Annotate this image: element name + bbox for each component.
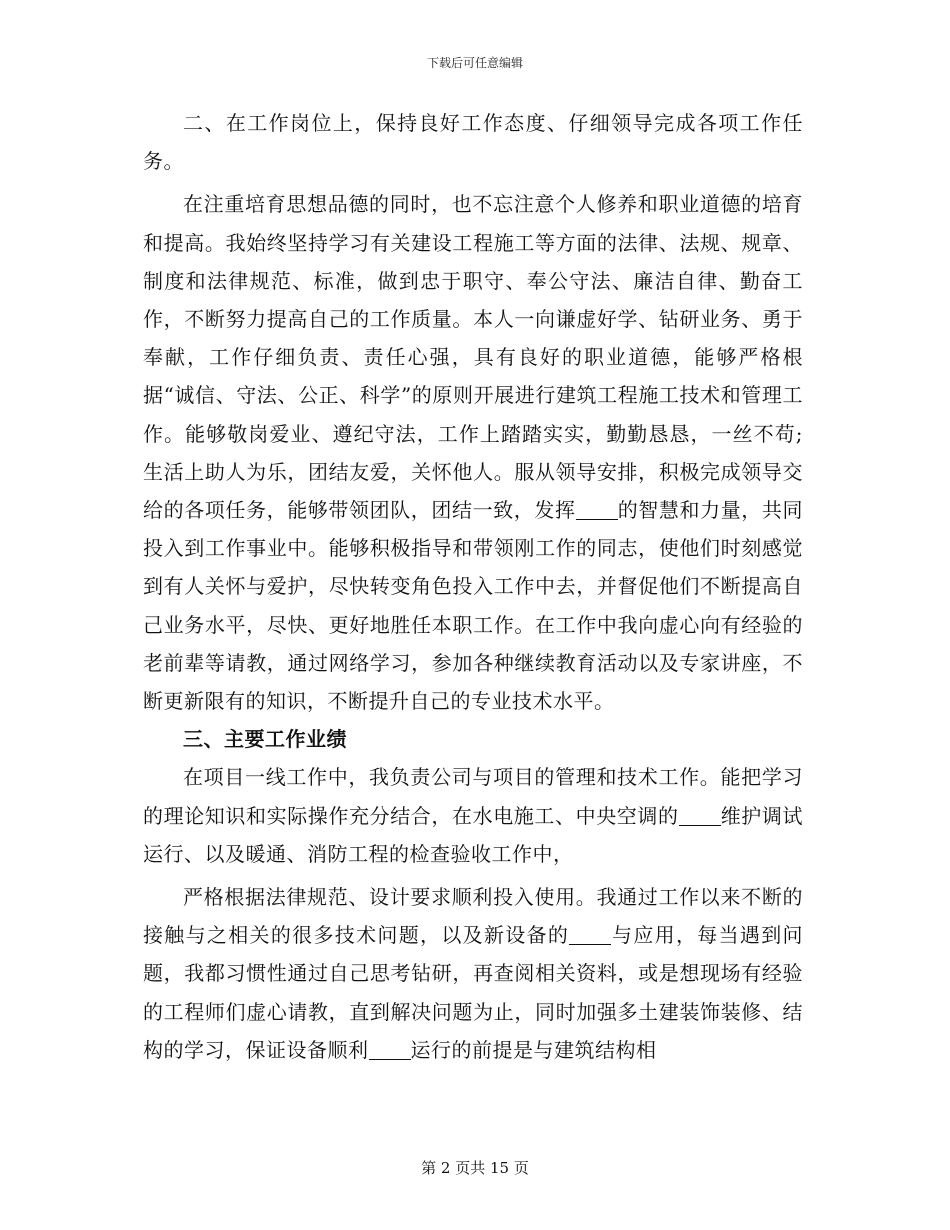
text-segment: 在注重培育思想品德的同时，也不忘注意个人修养和职业道德的培育和提高。我始终坚持学习有关建设工程施工等方面的法律、法规、规章、制度和法律规范、标准，做到忠于职守、奉公守法、廉洁自律、勤奋工作，不断努力提高自己的工作质量。本人一向谦虚好学、钻研业务、勇于奉献，工作仔细负责、责任心强，具有良好的职业道德，能够严格根据“诚信、守法、公正、科学”的原则开展进行建筑工程施工技术和管理工作。能够敬岗爱业、遵纪守法，工作上踏踏实实，勤勤恳恳，一丝不苟;生活上助人为乐，团结友爱，关怀他人。服从领导安排，积极完成领导交给的各项任务，能够带领团队，团结一致，发挥	[143, 192, 803, 523]
page-header: 下载后可任意编辑	[426, 56, 523, 70]
page-footer: 第 2 页共 15 页	[421, 1159, 529, 1177]
fill-blank	[576, 499, 618, 520]
text-segment: 严格根据法律规范、设计要求顺利投入使用。我通过工作以来不断的接触与之相关的很多技术问题，以及新设备的	[143, 885, 803, 948]
fill-blank	[569, 924, 611, 945]
text-segment: 与应用，每当遇到问题，我都习惯性通过自己思考钻研，再查阅相关资料，或是想现场有经验的工程师们虚心请教，直到解决问题为止，同时加强多土建装饰装修、结构的学习，保证设备顺利	[143, 923, 804, 1062]
paragraph-project-work	[143, 758, 803, 873]
document-body	[143, 104, 803, 1069]
paragraph-standards	[143, 878, 803, 1069]
text-segment: 运行的前提是与建筑结构相	[410, 1037, 657, 1062]
text-segment: 的智慧和力量，共同投入到工作事业中。能够积极指导和带领刚工作的同志，使他们时刻感觉到有人关怀与爱护，尽快转变角色投入工作中去，并督促他们不断提高自己业务水平，尽快、更好地胜任本职工作。在工作中我向虚心向有经验的老前辈等请教，通过网络学习，参加各种继续教育活动以及专家讲座，不断更新限有的知识，不断提升自己的专业技术水平。	[143, 498, 804, 714]
paragraph-section-two-title	[143, 104, 803, 180]
fill-blank	[679, 805, 721, 826]
heading-text: 三、主要工作业绩	[183, 727, 347, 752]
fill-blank	[369, 1039, 411, 1060]
section-heading-achievements	[143, 720, 803, 758]
paragraph-moral-cultivation	[143, 185, 803, 720]
text-segment: 在项目一线工作中，我负责公司与项目的管理和技术工作。能把学习的理论知识和实际操作充分结合，在水电施工、中央空调的	[143, 765, 803, 828]
text-segment: 二、在工作岗位上，保持良好工作态度、仔细领导完成各项工作任务。	[143, 111, 803, 174]
text-segment: 维护调试运行、以及暖通、消防工程的检查验收工作中，	[143, 803, 804, 866]
